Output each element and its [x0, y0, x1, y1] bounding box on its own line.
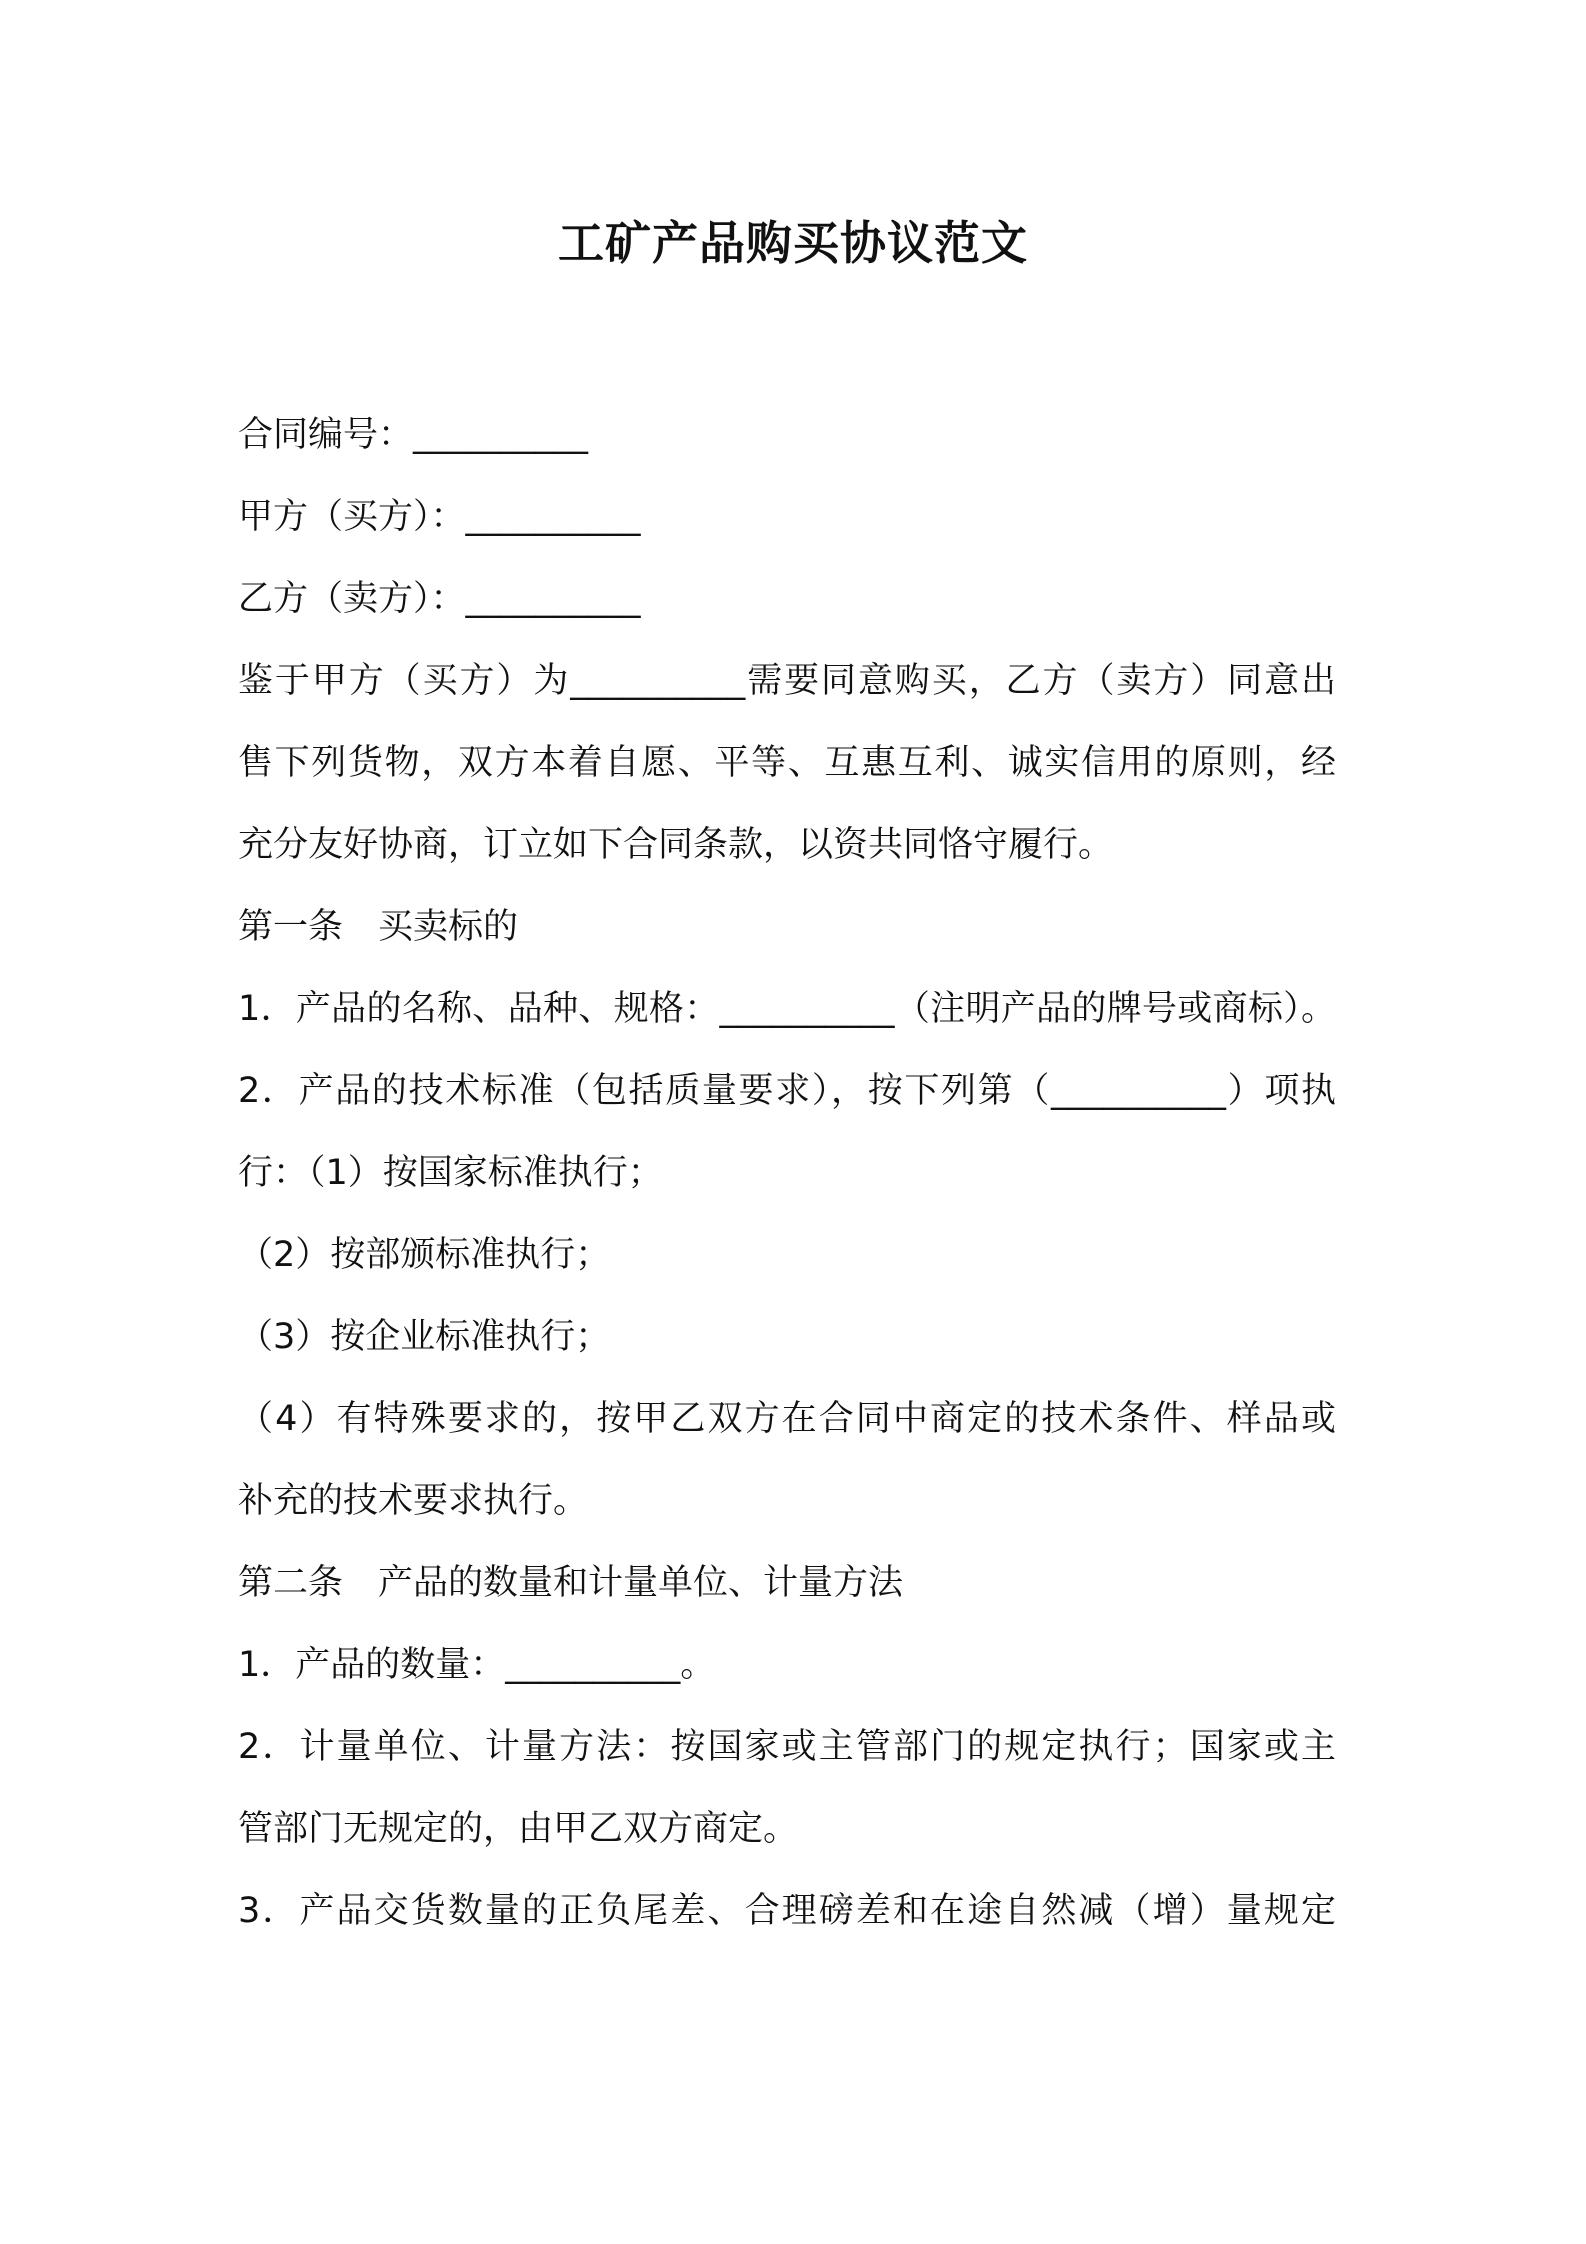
document-title: 工矿产品购买协议范文	[558, 216, 1028, 270]
article-1-item-2-option: （3）按企业标准执行；	[238, 1317, 611, 1357]
article-1-item-2: 2．产品的技术标准（包括质量要求），按下列第（__________）项执	[238, 1071, 1336, 1111]
article-1-item-2-option: 补充的技术要求执行。	[238, 1481, 589, 1521]
article-1-heading: 第一条 买卖标的	[238, 907, 519, 947]
preamble-line: 充分友好协商，订立如下合同条款，以资共同恪守履行。	[238, 825, 1114, 865]
party-a-line: 甲方（买方）：__________	[238, 497, 641, 537]
article-1-item-1: 1．产品的名称、品种、规格：__________（注明产品的牌号或商标）。	[238, 989, 1336, 1029]
preamble-line: 售下列货物，双方本着自愿、平等、互惠互利、诚实信用的原则，经	[238, 743, 1336, 783]
article-1-item-2-option: （2）按部颁标准执行；	[238, 1235, 611, 1275]
article-2-item-2: 管部门无规定的，由甲乙双方商定。	[238, 1809, 799, 1849]
article-2-item-2: 2．计量单位、计量方法：按国家或主管部门的规定执行；国家或主	[238, 1727, 1336, 1767]
preamble-line: 鉴于甲方（买方）为__________需要同意购买，乙方（卖方）同意出	[238, 661, 1336, 701]
article-1-item-2-option: （4）有特殊要求的，按甲乙双方在合同中商定的技术条件、样品或	[238, 1399, 1336, 1439]
article-2-item-1: 1．产品的数量：__________。	[238, 1645, 716, 1685]
contract-number-line: 合同编号：__________	[238, 415, 589, 455]
article-1-item-2-option: 行：（1）按国家标准执行；	[238, 1153, 663, 1193]
document-body	[238, 394, 1336, 1952]
party-b-line: 乙方（卖方）：__________	[238, 579, 641, 619]
article-2-item-3: 3．产品交货数量的正负尾差、合理磅差和在途自然减（增）量规定	[238, 1891, 1336, 1931]
article-2-heading: 第二条 产品的数量和计量单位、计量方法	[238, 1563, 904, 1603]
